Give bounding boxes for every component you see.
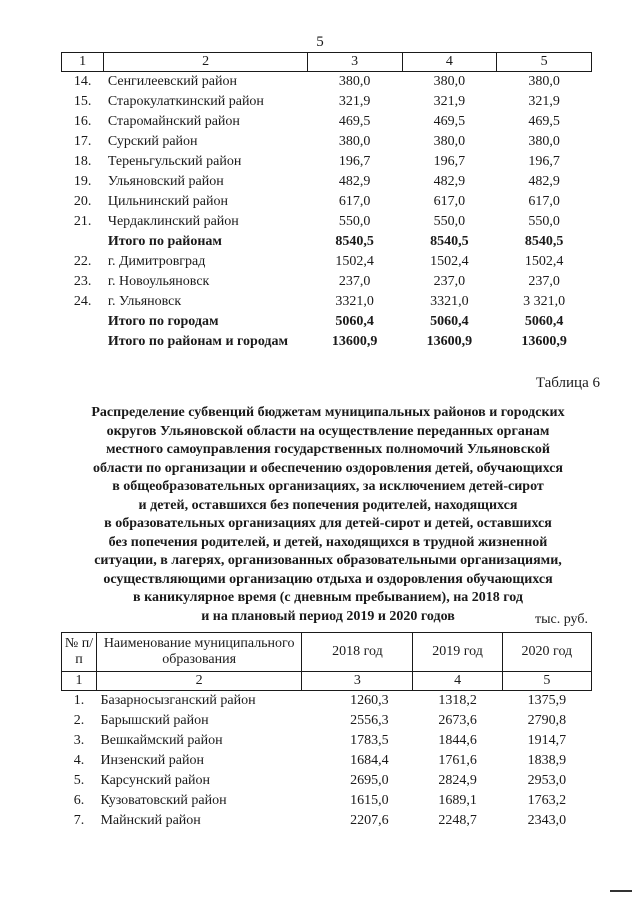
municipality-name: г. Димитровград: [107, 254, 206, 269]
value-2018: 237,0: [338, 274, 371, 289]
table-row: [62, 731, 592, 751]
value-2019: 2824,9: [438, 773, 477, 788]
value-2019: 380,0: [433, 74, 466, 89]
value-2020: 380,0: [528, 134, 560, 149]
value-2018: 617,0: [338, 194, 371, 209]
value-2020: 2343,0: [527, 813, 567, 828]
value-2019: 550,0: [433, 214, 466, 229]
table-row: [62, 791, 592, 811]
caption-line: осуществляющими организацию отдыха и оздоровления обучающихся: [103, 571, 553, 587]
page-number: 5: [316, 34, 324, 50]
table-row: [62, 811, 592, 831]
table-row: [62, 711, 592, 731]
value-2020: 1763,2: [527, 793, 567, 808]
subvention-table: [61, 632, 592, 831]
value-2019: 237,0: [433, 274, 466, 289]
municipality-name: Майнский район: [100, 813, 201, 828]
caption-line: округов Ульяновской области на осуществление переданных органам: [106, 423, 550, 439]
value-2019: 13600,9: [426, 334, 473, 349]
row-number: 14.: [73, 74, 92, 89]
value-2019: 196,7: [433, 154, 466, 169]
caption-line: местного самоуправления государственных полномочий Ульяновской: [106, 442, 550, 457]
row-number: 4.: [73, 753, 85, 768]
municipality-name: Базарносызганский район: [100, 693, 256, 708]
total-row: [62, 312, 592, 332]
header-cell: 1: [62, 53, 104, 72]
municipality-name: Вешкаймский район: [100, 733, 223, 748]
budget-table-continuation: [61, 52, 592, 352]
row-number: 24.: [73, 294, 92, 309]
header-2018: 2018 год: [302, 633, 413, 672]
header-2020: 2020 год: [502, 633, 591, 672]
table-row: [62, 92, 592, 112]
header-cell: 5: [502, 672, 591, 691]
header-2019: 2019 год: [413, 633, 502, 672]
table-header-row: [62, 633, 592, 672]
header-cell: 1: [62, 672, 97, 691]
units-label: тыс. руб.: [535, 612, 588, 627]
row-number: 7.: [73, 813, 85, 828]
row-number: 2.: [73, 713, 85, 728]
value-2019: 5060,4: [430, 314, 469, 329]
value-2018: 380,0: [338, 74, 371, 89]
value-2018: 482,9: [338, 174, 371, 189]
value-2018: 550,0: [338, 214, 371, 229]
caption-line: в каникулярное время (с дневным пребыванием), на 2018 год: [133, 590, 523, 605]
municipality-name: Чердаклинский район: [107, 214, 239, 229]
value-2018: 469,5: [338, 114, 371, 129]
table-row: [62, 172, 592, 192]
value-2020: 8540,5: [524, 234, 564, 249]
header-cell: 3: [307, 53, 402, 72]
row-number: 22.: [73, 254, 92, 269]
value-2018: 5060,4: [335, 314, 374, 329]
value-2020: 469,5: [528, 114, 560, 129]
caption-line: области по организации и обеспечению оздоровления детей, обучающихся: [92, 460, 563, 476]
caption-line: ситуации, в лагерях, организованных образовательными организациями,: [94, 553, 562, 568]
row-number: 21.: [73, 214, 92, 229]
municipality-name: Итого по районам и городам: [107, 334, 289, 349]
table-row: [62, 771, 592, 791]
row-number: [62, 232, 104, 252]
header-number: № п/п: [62, 633, 97, 672]
value-2019: 1844,6: [438, 733, 477, 748]
row-number: [62, 312, 104, 332]
municipality-name: Сурский район: [107, 134, 198, 149]
municipality-name: Карсунский район: [100, 773, 211, 788]
header-cell: 3: [302, 672, 413, 691]
value-2018: 1783,5: [350, 733, 389, 748]
scan-mark: [610, 890, 632, 892]
value-2019: 482,9: [433, 174, 466, 189]
caption-line: и детей, оставшихся без попечения родителей, находящихся: [138, 497, 518, 513]
column-number-row: [62, 672, 592, 691]
caption-line: в образовательных организациях для детей-сирот и детей, оставшихся: [104, 516, 552, 531]
caption-line: в общеобразовательных организациях, за исключением детей-сирот: [112, 479, 544, 494]
value-2020: 1838,9: [527, 753, 567, 768]
value-2019: 2673,6: [438, 713, 477, 728]
table-row: [62, 691, 592, 712]
header-cell: 5: [497, 53, 592, 72]
value-2020: 321,9: [528, 94, 560, 109]
value-2020: 617,0: [528, 194, 560, 209]
table-row: [62, 152, 592, 172]
value-2020: 196,7: [528, 154, 560, 169]
caption-line: без попечения родителей, и детей, находящихся в трудной жизненной: [108, 534, 548, 550]
value-2020: 3 321,0: [523, 294, 566, 309]
row-number: 3.: [73, 733, 85, 748]
value-2018: 13600,9: [331, 334, 378, 349]
municipality-name: Цильнинский район: [107, 194, 228, 209]
municipality-name: Инзенский район: [100, 753, 204, 768]
municipality-name: Ульяновский район: [107, 174, 224, 189]
value-2019: 1761,6: [438, 753, 477, 768]
municipality-name: Барышский район: [100, 713, 209, 728]
value-2020: 482,9: [528, 174, 560, 189]
row-number: 17.: [73, 134, 92, 149]
value-2018: 1502,4: [335, 254, 374, 269]
row-number: 20.: [73, 194, 92, 209]
table-label: Таблица 6: [535, 375, 600, 391]
value-2019: 1689,1: [438, 793, 477, 808]
municipality-name: Сенгилеевский район: [107, 74, 237, 89]
value-2019: 380,0: [433, 134, 466, 149]
row-number: 15.: [73, 94, 92, 109]
header-cell: 2: [96, 672, 301, 691]
value-2019: 617,0: [433, 194, 466, 209]
row-number: [62, 332, 104, 352]
municipality-name: Старокулаткинский район: [107, 94, 264, 109]
table-row: [62, 112, 592, 132]
table-caption: [58, 404, 598, 626]
municipality-name: г. Ульяновск: [107, 294, 182, 309]
municipality-name: Старомайнский район: [107, 114, 240, 129]
table-row: [62, 751, 592, 771]
row-number: 5.: [73, 773, 85, 788]
municipality-name: Итого по городам: [107, 314, 219, 329]
table-row: [62, 192, 592, 212]
value-2018: 321,9: [338, 94, 371, 109]
row-number: 18.: [73, 154, 92, 169]
table-row: [62, 212, 592, 232]
caption-line: и на плановый период 2019 и 2020 годов: [201, 608, 455, 624]
value-2020: 1502,4: [524, 254, 564, 269]
total-row: [62, 332, 592, 352]
header-cell: 4: [413, 672, 502, 691]
value-2018: 8540,5: [335, 234, 374, 249]
value-2018: 2695,0: [350, 773, 389, 788]
value-2018: 380,0: [338, 134, 371, 149]
value-2020: 550,0: [528, 214, 560, 229]
value-2020: 2790,8: [527, 713, 567, 728]
value-2019: 1318,2: [438, 693, 477, 708]
row-number: 19.: [73, 174, 92, 189]
value-2018: 3321,0: [335, 294, 374, 309]
municipality-name: г. Новоульяновск: [107, 274, 210, 289]
header-cell: 4: [402, 53, 497, 72]
value-2018: 1615,0: [350, 793, 389, 808]
value-2019: 469,5: [433, 114, 466, 129]
value-2018: 1684,4: [350, 753, 389, 768]
value-2020: 13600,9: [521, 334, 567, 349]
header-cell: 2: [104, 53, 307, 72]
table-row: [62, 252, 592, 272]
column-number-row: [62, 53, 592, 72]
value-2020: 380,0: [528, 74, 560, 89]
table-row: [62, 292, 592, 312]
value-2020: 2953,0: [527, 773, 567, 788]
value-2020: 1914,7: [527, 733, 567, 748]
value-2019: 2248,7: [438, 813, 477, 828]
value-2018: 2207,6: [350, 813, 389, 828]
row-number: 1.: [73, 693, 85, 708]
value-2020: 237,0: [528, 274, 560, 289]
municipality-name: Итого по районам: [107, 234, 222, 249]
municipality-name: Тереньгульский район: [107, 154, 242, 169]
value-2019: 1502,4: [430, 254, 469, 269]
total-row: [62, 232, 592, 252]
row-number: 23.: [73, 274, 92, 289]
value-2018: 196,7: [338, 154, 371, 169]
value-2018: 2556,3: [350, 713, 389, 728]
table-row: [62, 272, 592, 292]
row-number: 16.: [73, 114, 92, 129]
caption-line: Распределение субвенций бюджетам муниципальных районов и городских: [91, 405, 565, 420]
value-2019: 8540,5: [430, 234, 469, 249]
value-2020: 1375,9: [527, 693, 567, 708]
municipality-name: Кузоватовский район: [100, 793, 227, 808]
table-row: [62, 132, 592, 152]
header-name: Наименование муниципального образования: [96, 633, 301, 672]
value-2019: 3321,0: [430, 294, 469, 309]
row-number: 6.: [73, 793, 85, 808]
value-2018: 1260,3: [350, 693, 389, 708]
table-row: [62, 72, 592, 93]
value-2019: 321,9: [433, 94, 466, 109]
value-2020: 5060,4: [524, 314, 564, 329]
